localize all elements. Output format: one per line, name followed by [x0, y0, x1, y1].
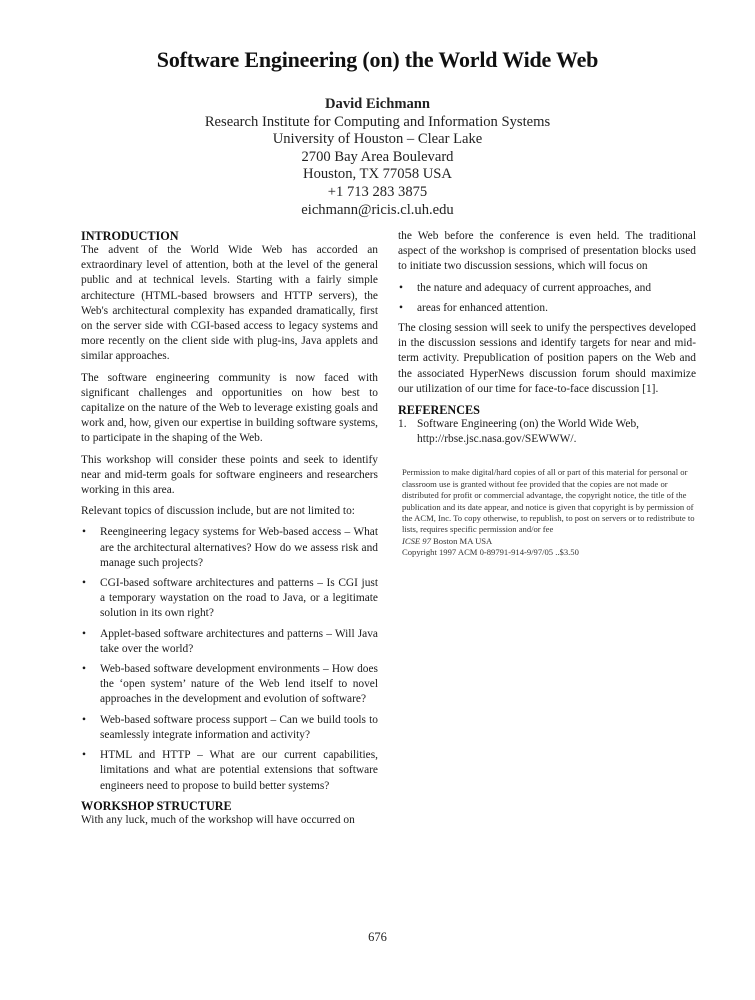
- intro-paragraph-4: Relevant topics of discussion include, but are not limited to:: [81, 505, 355, 518]
- references-heading: REFERENCES: [398, 403, 480, 418]
- paper-title: Software Engineering (on) the World Wide Web: [156, 47, 599, 72]
- bullet-icon: •: [399, 281, 403, 294]
- reference-text: Software Engineering (on) the World Wide Web, http://rbse.jsc.nasa.gov/SEWWW/.: [417, 418, 639, 446]
- copyright-line: Copyright 1997 ACM 0-89791-914-9/97/05 ..$3.50: [402, 547, 579, 558]
- left-column: [81, 229, 378, 834]
- author-email: eichmann@ricis.cl.uh.edu: [301, 201, 454, 218]
- focus-item: [398, 281, 696, 296]
- page-number: 676: [368, 930, 387, 944]
- author-phone: +1 713 283 3875: [327, 183, 428, 200]
- venue-location: Boston MA USA: [433, 535, 493, 546]
- topic-item: [81, 748, 378, 794]
- bullet-icon: •: [82, 749, 86, 762]
- topic-text: Reengineering legacy systems for Web-based access – What are the architectural alternatives? How do we assess risk and manage such projects?: [100, 526, 378, 569]
- topic-item: [81, 713, 378, 743]
- introduction-heading: INTRODUCTION: [81, 229, 179, 243]
- author-affiliation: Research Institute for Computing and Information Systems: [204, 113, 551, 130]
- reference-number: 1.: [398, 418, 407, 431]
- topic-text: Applet-based software architectures and patterns – Will Java take over the world?: [100, 627, 378, 655]
- permission-notice: [398, 467, 696, 558]
- intro-paragraph-1: The advent of the World Wide Web has accorded an extraordinary level of attention, both at the level of the general public and at technical levels. Starting with a fairly simple architecture (HTML-based browsers and HTTP servers), the Web's architectural complexity has expanded dramatically, first on the server side with CGI-based access to legacy systems and more recently on the client side with plug-ins, Java applets and similar approaches.: [81, 244, 378, 363]
- author-block: [0, 96, 755, 219]
- bullet-icon: •: [82, 577, 86, 590]
- reference-item: [398, 417, 696, 447]
- bullet-icon: •: [82, 627, 86, 640]
- bullet-icon: •: [82, 663, 86, 676]
- author-name: David Eichmann: [324, 96, 431, 112]
- venue-name: ICSE 97: [402, 535, 431, 546]
- bullet-icon: •: [82, 526, 86, 539]
- right-column: [398, 229, 696, 559]
- author-street: 2700 Bay Area Boulevard: [301, 148, 454, 165]
- topic-text: Web-based software process support – Can we build tools to seamlessly integrate information and activity?: [100, 713, 378, 741]
- topic-text: HTML and HTTP – What are our current capabilities, limitations and what are potential extensions that software engineers need to propose to build better systems?: [100, 749, 378, 792]
- topic-text: CGI-based software architectures and patterns – Is CGI just a temporary waystation on the road to Java, or a legitimate solution in its own right?: [100, 577, 378, 620]
- author-city: Houston, TX 77058 USA: [303, 166, 452, 183]
- topic-item: [81, 576, 378, 622]
- workshop-intro-right: the Web before the conference is even held. The traditional aspect of the workshop is comprised of presentation blocks used to initiate two discussion sessions, which will focus on: [398, 230, 696, 273]
- bullet-icon: •: [82, 713, 86, 726]
- topic-item: [81, 627, 378, 657]
- focus-list: [398, 281, 696, 316]
- intro-paragraph-2: The software engineering community is now faced with significant challenges and opportunities on how best to capitalize on the nature of the Web to leverage existing goals and work and, how, given our expertise in building software systems, to participate in the shaping of the Web.: [81, 371, 378, 445]
- topics-list: [81, 525, 378, 793]
- closing-paragraph: The closing session will seek to unify the perspectives developed in the discussion sessions and identify targets for near and mid-term activity. Prepublication of position papers on the Web and the associated HyperNews discussion forum should maximize our utilization of our time for face-to-face discussion [1].: [398, 322, 696, 395]
- workshop-intro-left: With any luck, much of the workshop will have occurred on: [81, 813, 355, 826]
- focus-item: [398, 301, 696, 316]
- workshop-structure-heading: WORKSHOP STRUCTURE: [81, 798, 232, 813]
- bullet-icon: •: [399, 301, 403, 314]
- focus-text: areas for enhanced attention.: [417, 301, 548, 314]
- topic-item: [81, 662, 378, 708]
- venue-line: [402, 536, 696, 547]
- author-university: University of Houston – Clear Lake: [272, 131, 483, 148]
- topic-text: Web-based software development environments – How does the ‘open system’ nature of the Web lend itself to novel approaches in the development and evolution of software?: [100, 663, 378, 706]
- focus-text: the nature and adequacy of current approaches, and: [417, 281, 652, 294]
- permission-text: Permission to make digital/hard copies of all or part of this material for personal or classroom use is granted without fee provided that the copies are not made or distributed for profit or commercial advantage, the copyright notice, the title of the publication and its date appear, and notice is given that copyright is by permission of the ACM, Inc. To copy otherwise, to republish, to post on servers or to redistribute to lists, requires specific permission and/or fee: [402, 467, 695, 535]
- intro-paragraph-3: This workshop will consider these points and seek to identify near and mid-term goals for software engineers and researchers working in this area.: [81, 453, 378, 497]
- topic-item: [81, 525, 378, 571]
